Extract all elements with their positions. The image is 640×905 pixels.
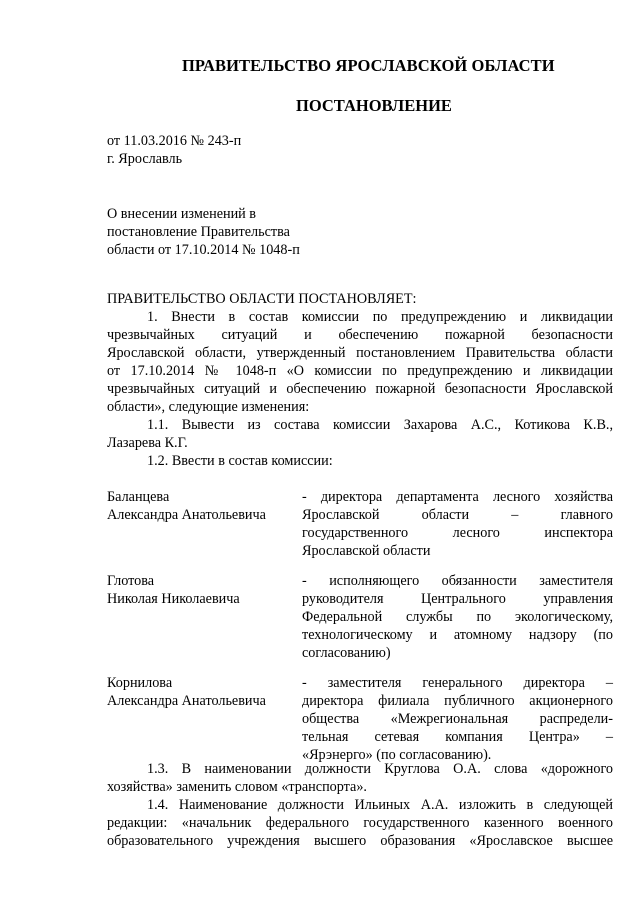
subject-line: постановление Правительства [107, 224, 290, 240]
paragraph-line: от 17.10.2014 № 1048-п «О комиссии по предупреждению и ликвидации [107, 363, 613, 379]
member-surname: Баланцева [107, 489, 170, 505]
role-line: - заместителя генерального директора – [302, 675, 613, 691]
city: г. Ярославль [107, 151, 183, 167]
member-role [302, 674, 613, 764]
paragraph-line: области», следующие изменения: [107, 399, 310, 415]
member-given-names: Николая Николаевича [107, 591, 240, 607]
document-type: ПОСТАНОВЛЕНИЕ [296, 96, 452, 115]
role-line: директора филиала публичного акционерного [302, 693, 613, 709]
role-line: Ярославской области [302, 543, 431, 559]
member-given-names: Александра Анатольевича [107, 507, 266, 523]
member-given-names: Александра Анатольевича [107, 693, 266, 709]
date-number: от 11.03.2016 № 243-п [107, 133, 242, 149]
member-role [302, 572, 613, 662]
role-line: технологическому и атомному надзору (по [302, 627, 613, 643]
item-1-2: 1.2. Ввести в состав комиссии: [147, 453, 333, 469]
paragraph-line: 1.3. В наименовании должности Круглова О.А. слова «дорожного [147, 761, 613, 777]
role-line: государственного лесного инспектора [302, 525, 613, 541]
subject-line: О внесении изменений в [107, 206, 257, 222]
member-role [302, 488, 613, 560]
paragraph-line: 1.4. Наименование должности Ильиных А.А. изложить в следующей [147, 797, 613, 813]
role-line: - исполняющего обязанности заместителя [302, 573, 613, 589]
member-surname: Глотова [107, 573, 155, 589]
paragraph-line: хозяйства» заменить словом «транспорта». [107, 779, 367, 795]
role-line: согласованию) [302, 645, 391, 661]
role-line: Федеральной службы по экологическому, [302, 609, 613, 625]
role-line: «Ярэнерго» (по согласованию). [302, 747, 492, 763]
role-line: - директора департамента лесного хозяйства [302, 489, 613, 505]
paragraph-line: Лазарева К.Г. [107, 435, 188, 451]
paragraph-line: редакции: «начальник федерального государственного казенного военного [107, 815, 613, 831]
government-title: ПРАВИТЕЛЬСТВО ЯРОСЛАВСКОЙ ОБЛАСТИ [182, 56, 555, 75]
paragraph-line: чрезвычайных ситуаций и обеспечению пожарной безопасности Ярославской [107, 381, 613, 397]
member-surname: Корнилова [107, 675, 173, 691]
role-line: тельная сетевая компания Центра» – [302, 729, 613, 745]
paragraph-line: образовательного учреждения высшего образования «Ярославское высшее [107, 833, 613, 849]
subject-line: области от 17.10.2014 № 1048-п [107, 242, 300, 258]
paragraph-line: 1.1. Вывести из состава комиссии Захарова А.С., Котикова К.В., [147, 417, 613, 433]
role-line: Ярославской области – главного [302, 507, 613, 523]
decree-heading: ПРАВИТЕЛЬСТВО ОБЛАСТИ ПОСТАНОВЛЯЕТ: [107, 291, 417, 307]
paragraph-line: Ярославской области, утвержденный постановлением Правительства области [107, 345, 613, 361]
role-line: общества «Межрегиональная распредели- [302, 711, 613, 727]
paragraph-line: 1. Внести в состав комиссии по предупреждению и ликвидации [147, 309, 613, 325]
paragraph-line: чрезвычайных ситуаций и обеспечению пожарной безопасности [107, 327, 613, 343]
role-line: руководителя Центрального управления [302, 591, 613, 607]
